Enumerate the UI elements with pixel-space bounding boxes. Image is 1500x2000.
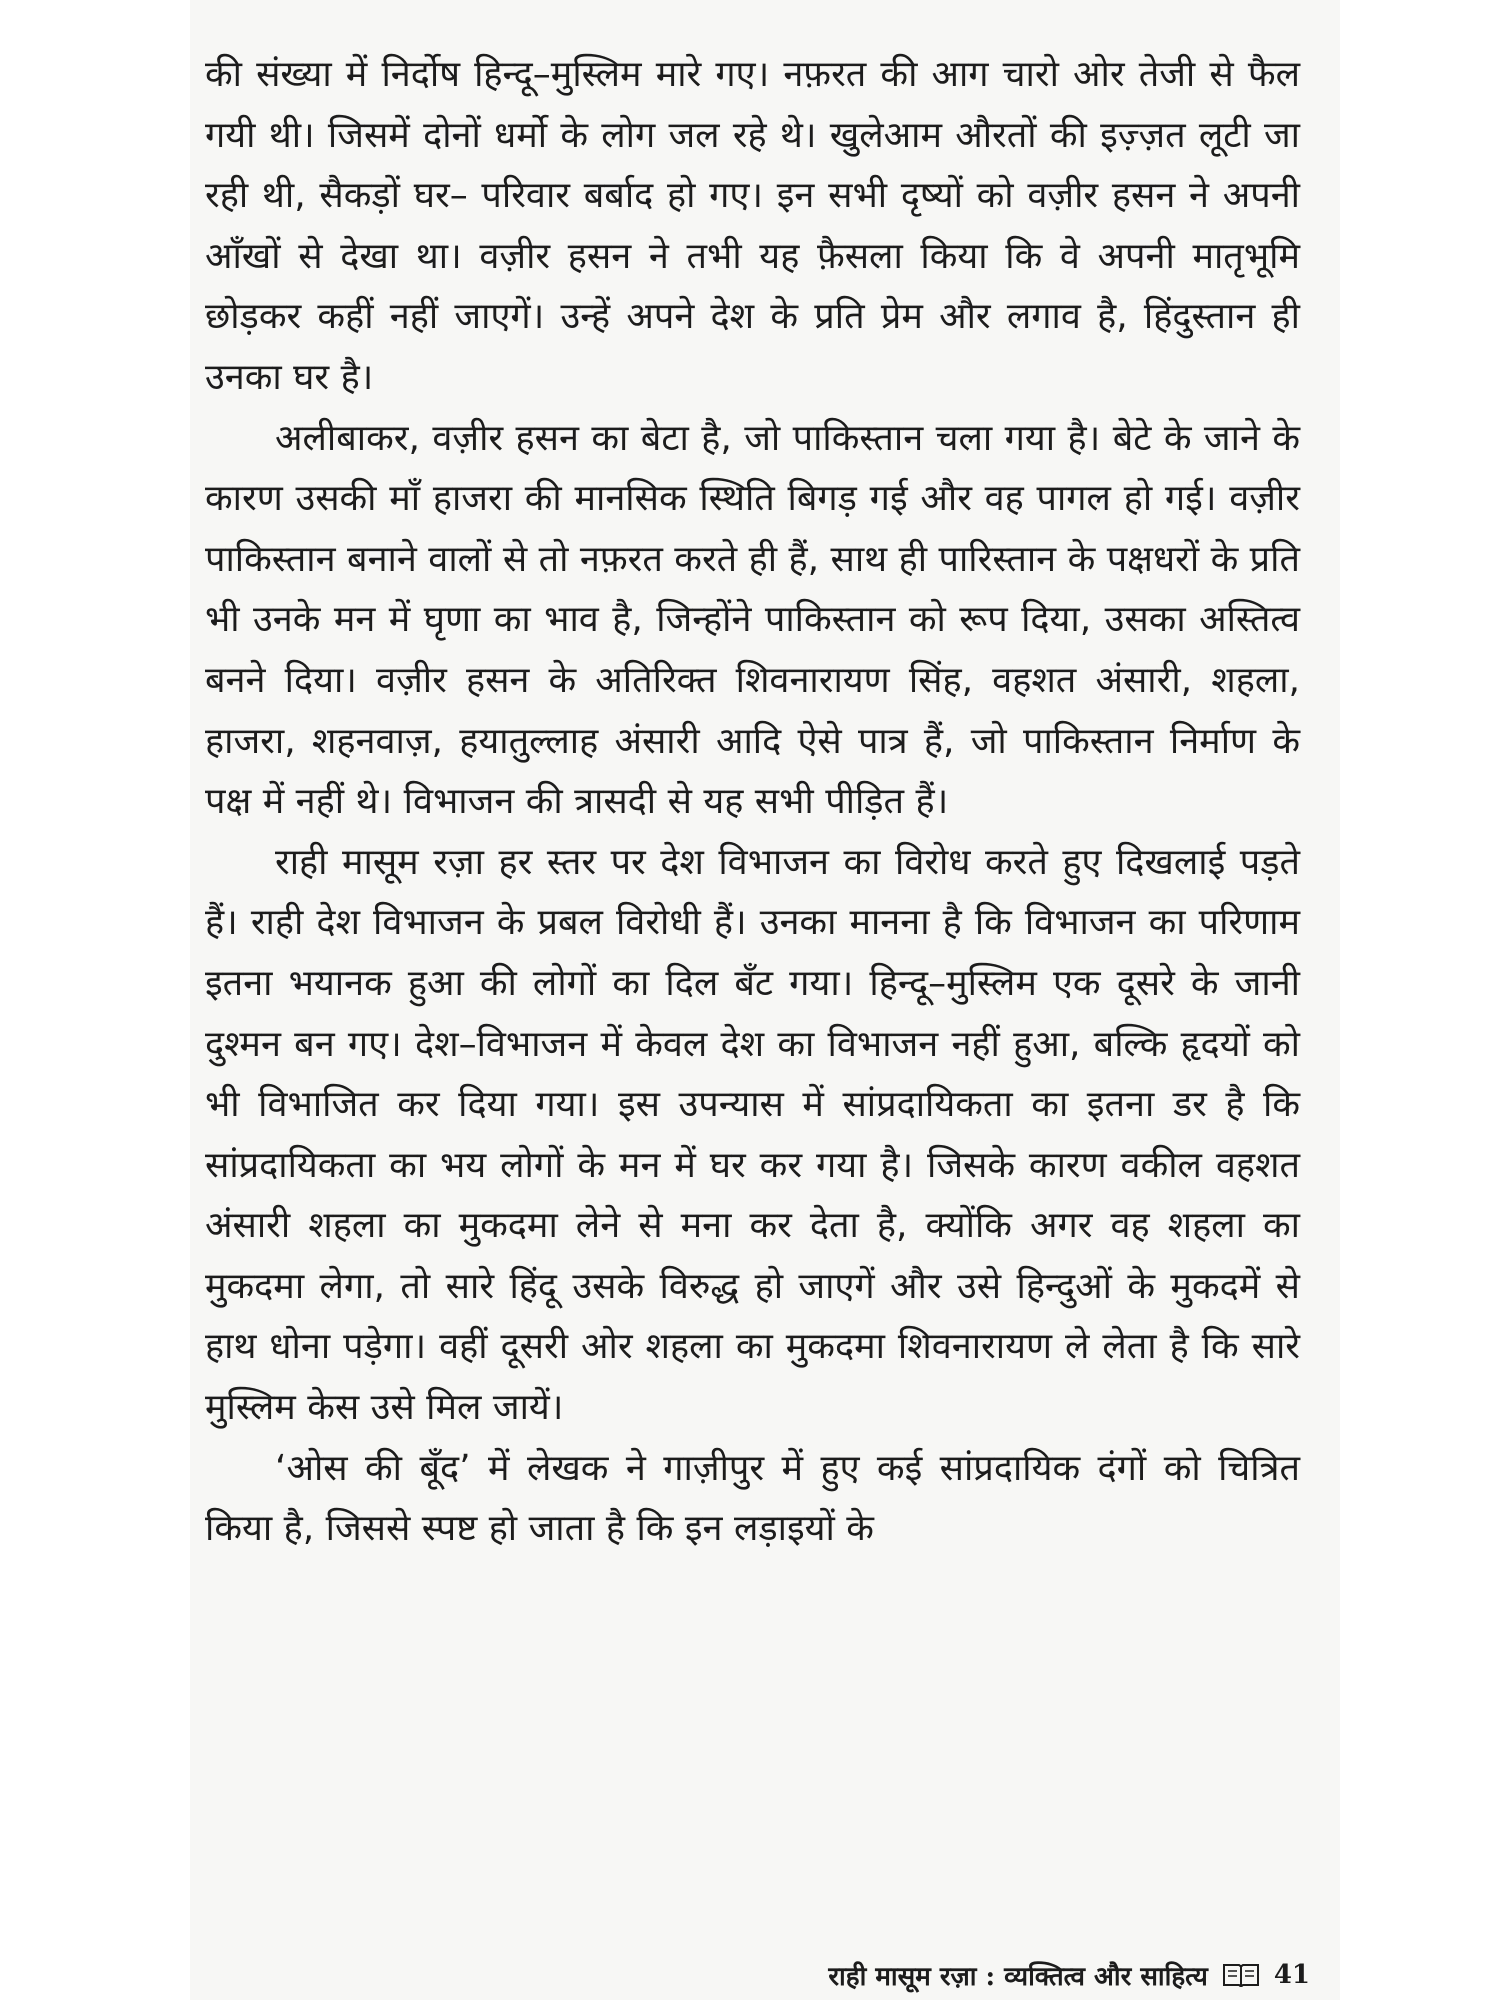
running-title: राही मासूम रज़ा : व्यक्तित्व और साहित्य xyxy=(828,1962,1208,1992)
paragraph-4: ‘ओस की बूँद’ में लेखक ने गाज़ीपुर में हुए कई सांप्रदायिक दंगों को चित्रित किया है, जिससे स्पष्ट हो जाता है कि इन लड़ाइयों के xyxy=(205,1447,1300,1550)
paragraph-2: अलीबाकर, वज़ीर हसन का बेटा है, जो पाकिस्तान चला गया है। बेटे के जाने के कारण उसकी माँ हाजरा की मानसिक स्थिति बिगड़ गई और वह पागल हो गई। वज़ीर पाकिस्तान बनाने वालों से तो नफ़रत करते ही हैं, साथ ही पारिस्तान के पक्षधरों के प्रति भी उनके मन में घृणा का भाव है, जिन्होंने पाकिस्तान को रूप दिया, उसका अस्तित्व बनने दिया। वज़ीर हसन के अतिरिक्त शिवनारायण सिंह, वहशत अंसारी, शहला, हाजरा, शहनवाज़, हयातुल्लाह अंसारी आदि ऐसे पात्र हैं, जो पाकिस्तान निर्माण के पक्ष में नहीं थे। विभाजन की त्रासदी से यह सभी पीड़ित हैं। xyxy=(205,417,1301,823)
open-book-icon xyxy=(1222,1962,1260,1988)
paragraph-3: राही मासूम रज़ा हर स्तर पर देश विभाजन का विरोध करते हुए दिखलाई पड़ते हैं। राही देश विभाजन के प्रबल विरोधी हैं। उनका मानना है कि विभाजन का परिणाम इतना भयानक हुआ की लोगों का दिल बँट गया। हिन्दू–मुस्लिम एक दूसरे के जानी दुश्मन बन गए। देश–विभाजन में केवल देश का विभाजन नहीं हुआ, बल्कि हृदयों को भी विभाजित कर दिया गया। इस उपन्यास में सांप्रदायिकता का इतना डर है कि सांप्रदायिकता का भय लोगों के मन में घर कर गया है। जिसके कारण वकील वहशत अंसारी शहला का मुकदमा लेने से मना कर देता है, क्योंकि अगर वह शहला का मुकदमा लेगा, तो सारे हिंदू उसके विरुद्ध हो जाएगें और उसे हिन्दुओं के मुकदमें से हाथ धोना पड़ेगा। वहीं दूसरी ओर शहला का मुकदमा शिवनारायण ले लेता है कि सारे मुस्लिम केस उसे मिल जायें। xyxy=(205,841,1300,1429)
body-text xyxy=(205,45,1300,1560)
paragraph-1: की संख्या में निर्दोष हिन्दू–मुस्लिम मारे गए। नफ़रत की आग चारो ओर तेजी से फैल गयी थी। जिसमें दोनों धर्मो के लोग जल रहे थे। खुलेआम औरतों की इज़्ज़त लूटी जा रही थी, सैकड़ों घर– परिवार बर्बाद हो गए। इन सभी दृष्यों को वज़ीर हसन ने अपनी आँखों से देखा था। वज़ीर हसन ने तभी यह फ़ैसला किया कि वे अपनी मातृभूमि छोड़कर कहीं नहीं जाएगें। उन्हें अपने देश के प्रति प्रेम और लगाव है, हिंदुस्तान ही उनका घर है। xyxy=(205,54,1300,398)
page-footer xyxy=(828,1955,1310,1995)
page-number: 41 xyxy=(1273,1960,1310,1990)
